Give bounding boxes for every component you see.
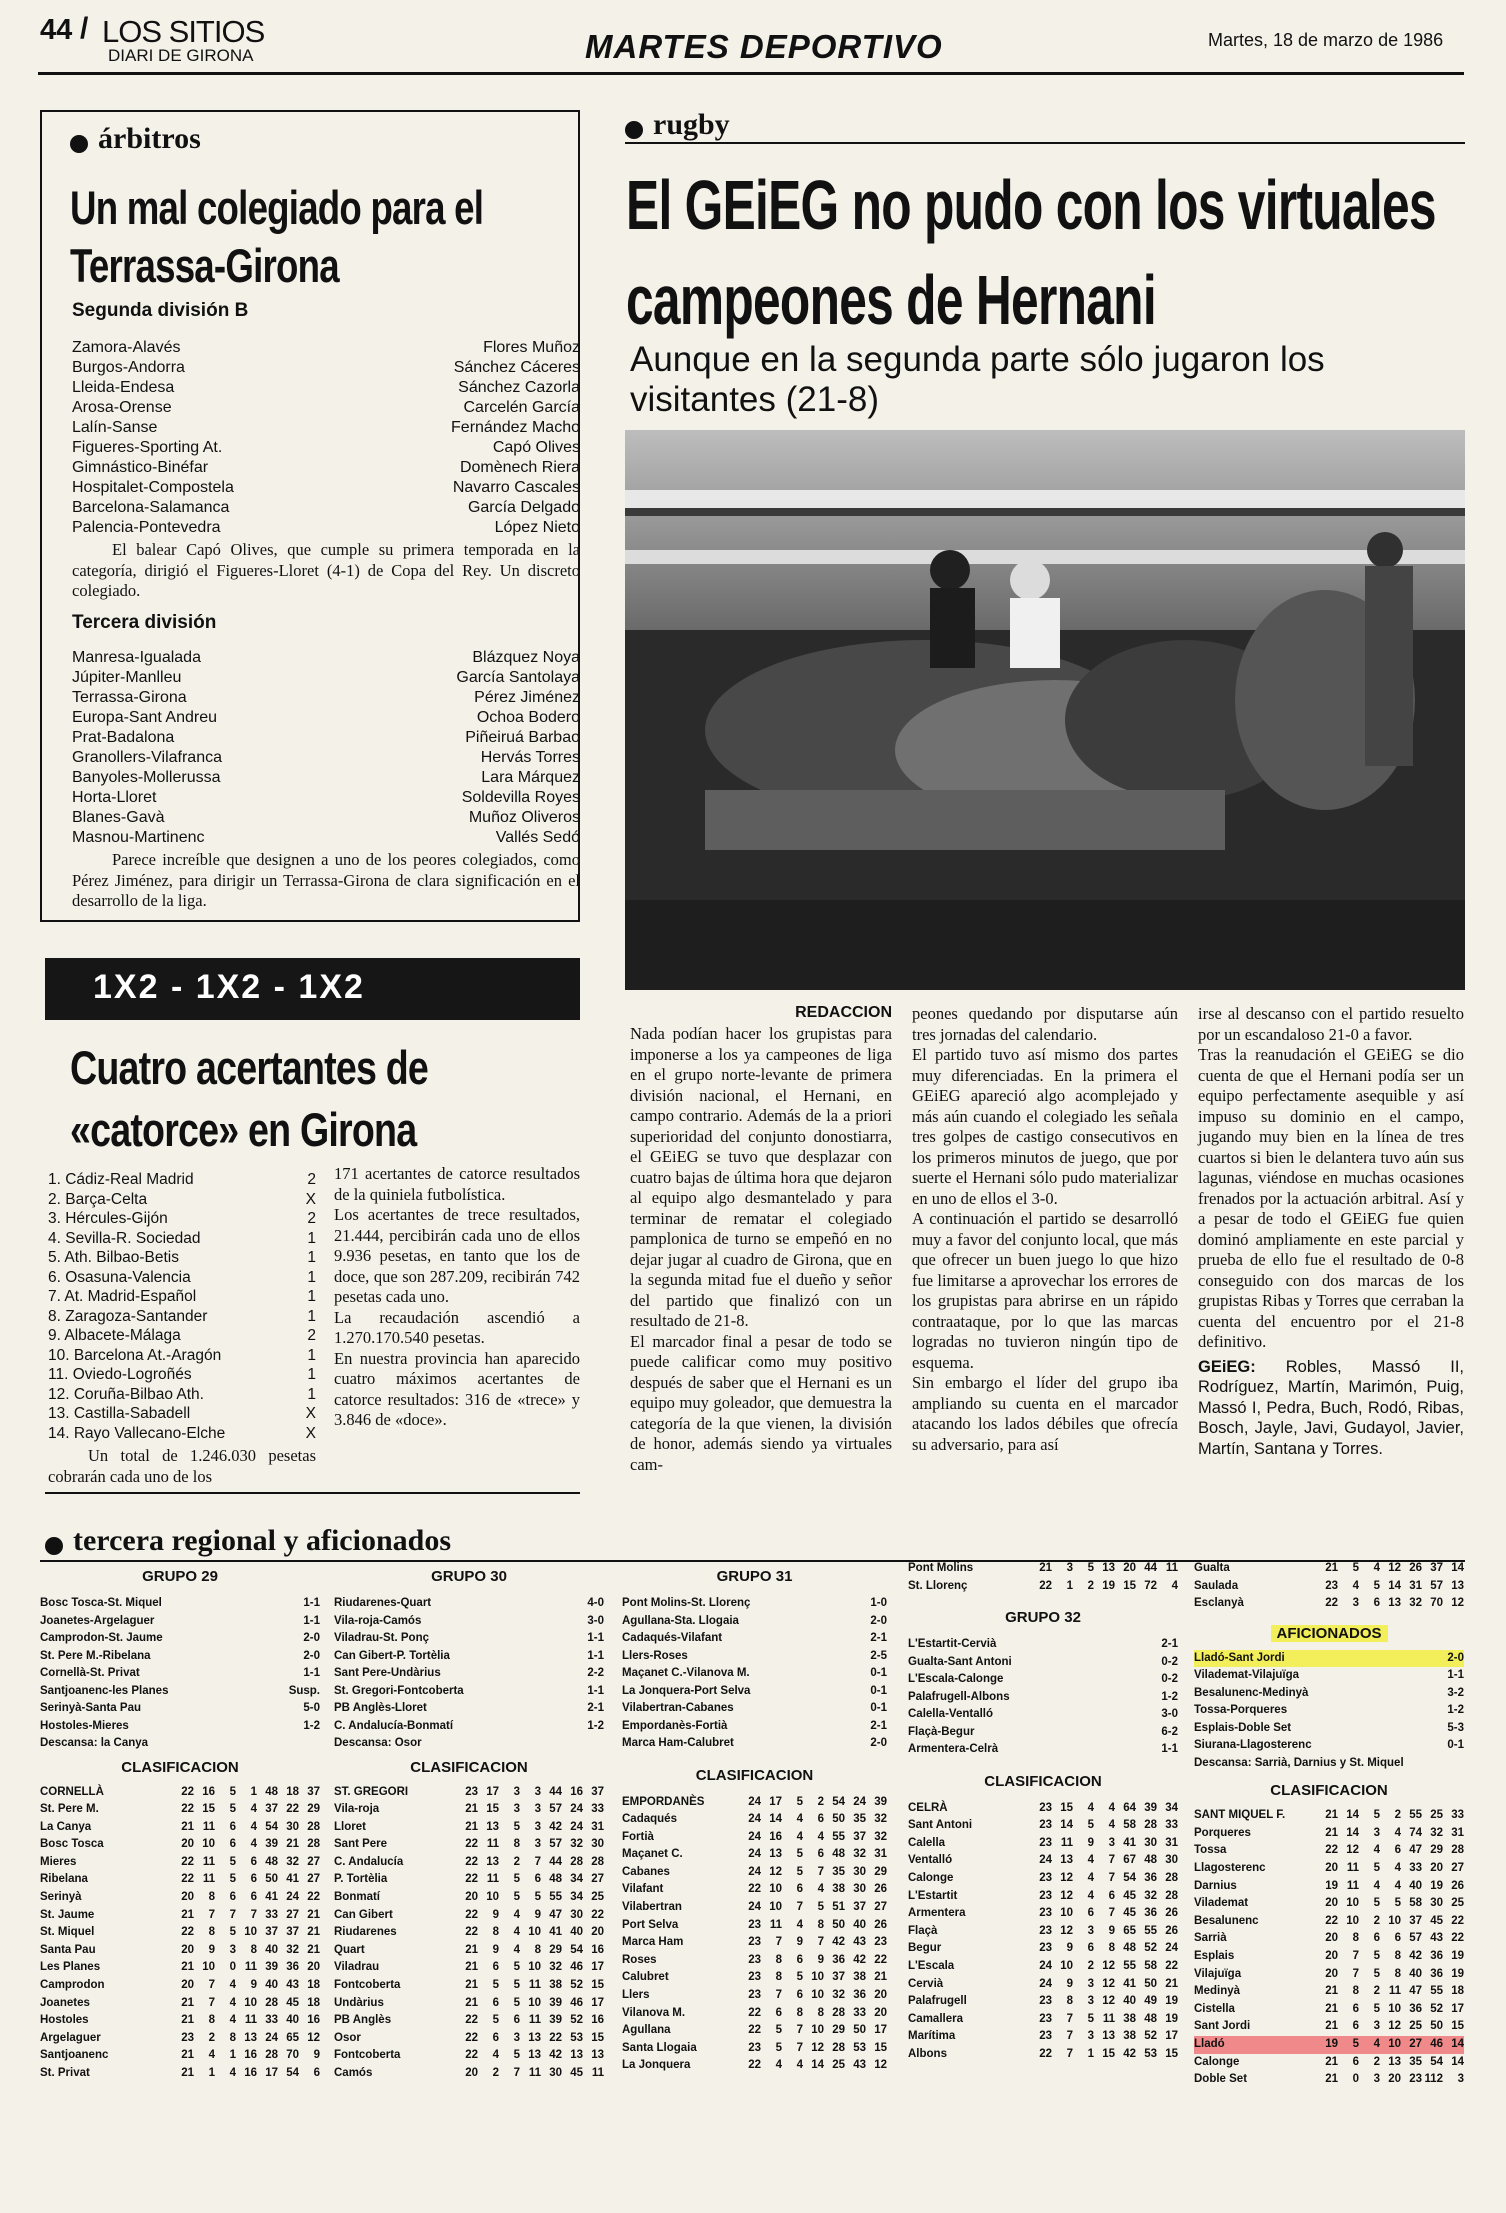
result-row: Can Gibert-P. Tortèlia 1-1 [334,1649,604,1662]
group-results [908,1636,1178,1759]
result-row: Viladrau-St. Ponç 1-1 [334,1632,604,1644]
table-row: Vilademat 20 10 5 5 58 30 25 [1194,1897,1464,1910]
rugby-column-1 [630,1004,892,1475]
rugby-lineup: GEiEG: Robles, Massó II, Rodríguez, Martín, Marimón, Puig, Massó I, Pedra, Buch, Rodó, Ribas, Bosch, Jayle, Javi, Gudayol, Javier, Martín, Santana y Torres. [1198,1357,1464,1458]
list-item: 13. Castilla-Sabadell X [48,1405,316,1422]
result-row: Sant Pere-Undàrius 2-2 [334,1667,604,1679]
list-item: Horta-Lloret Soldevilla Royes [72,789,580,806]
standings-table [334,1784,604,2083]
arbitros-paragraph-2: Parece increíble que designen a uno de los peores colegiados, como Pérez Jiménez, para dirigir un Terrassa-Girona de clara significación en el desarrollo de la liga. [72,850,580,910]
group-32-table-end [1194,1560,1464,1613]
rugby-kicker: rugby [625,108,730,142]
paper-name: LOS SITIOS [102,14,265,49]
quiniela-column-2: 171 acertantes de catorce resultados de la quiniela futbolística. Los acertantes de trece resultados, 21.444, percibirán cada uno de ellos 9.936 pesetas, en tanto que los de doce, que son 287.209, recibirán 742 pesetas cada uno. La recaudación ascendió a 1.270.170.540 pesetas. En nuestra provincia han aparecido cuatro máximos acertantes de catorce resultados: 316 de «trece» y 3.846 de «doce». [334,1164,580,1429]
table-row: Undàrius 21 6 5 10 39 46 17 [334,1996,604,2009]
table-row: Santa Llogaia 23 5 7 12 28 53 15 [622,2041,887,2054]
regional-kicker: tercera regional y aficionados [45,1524,451,1558]
table-row: Joanetes 21 7 4 10 28 45 18 [40,1996,320,2009]
table-row: Saulada 23 4 5 14 31 57 13 [1194,1579,1464,1592]
table-row: Cadaqués 24 14 4 6 50 35 32 [622,1813,887,1826]
quiniela-total: Un total de 1.246.030 pesetas cobrarán cada uno de los [48,1446,316,1486]
list-item: Palencia-Pontevedra López Nieto [72,519,580,536]
list-item: Lleida-Endesa Sánchez Cazorla [72,379,580,396]
list-item: 12. Coruña-Bilbao Ath. 1 [48,1385,316,1403]
table-row: Esplais 20 7 5 8 42 36 19 [1194,1950,1464,1963]
table-row: L'Estartit 23 12 4 6 45 32 28 [908,1889,1178,1902]
result-row: Agullana-Sta. Llogaia 2-0 [622,1614,887,1627]
group-results [334,1595,604,1753]
list-item: Masnou-Martinenc Vallés Sedó [72,829,580,846]
list-item: 2. Barça-Celta X [48,1190,316,1208]
list-item: Manresa-Igualada Blázquez Noya [72,649,580,666]
list-item: Lalín-Sanse Fernández Macho [72,419,580,436]
group-30 [334,1568,604,2083]
table-row: Lladó 19 5 4 10 27 46 14 [1194,2036,1464,2054]
group-32 [908,1560,1178,2064]
list-item: 1. Cádiz-Real Madrid 2 [48,1171,316,1188]
table-row: C. Andalucía 22 13 2 7 44 28 28 [334,1855,604,1868]
list-item: Hospitalet-Compostela Navarro Cascales [72,479,580,496]
table-row: Armentera 23 10 6 7 45 36 26 [908,1907,1178,1920]
referee-list-2 [72,648,580,848]
result-row: Esplais-Doble Set 5-3 [1194,1721,1464,1734]
result-row: Besalunenc-Medinyà 3-2 [1194,1686,1464,1699]
result-row: Pont Molins-St. Llorenç 1-0 [622,1597,887,1609]
standings-table [1194,1807,1464,2089]
aficionados-group [1194,1560,1464,2089]
list-item: 6. Osasuna-Valencia 1 [48,1268,316,1286]
result-row: St. Pere M.-Ribelana 2-0 [40,1649,320,1662]
quiniela-headline-1: Cuatro acertantes de [70,1041,429,1094]
table-row: CORNELLÀ 22 16 5 1 48 18 37 [40,1785,320,1798]
result-row: Lladó-Sant Jordi 2-0 [1194,1650,1464,1668]
list-item: Prat-Badalona Piñeiruá Barbao [72,729,580,746]
table-row: Esclanyà 22 3 6 13 32 70 12 [1194,1597,1464,1610]
standings-table [908,1800,1178,2064]
table-row: Camallera 23 7 5 11 38 48 19 [908,2012,1178,2025]
table-row: Vilanova M. 22 6 8 8 28 33 20 [622,2006,887,2019]
result-row: Vilabertran-Cabanes 0-1 [622,1702,887,1714]
table-row: Medinyà 21 8 2 11 47 55 18 [1194,1985,1464,1998]
table-row: Osor 22 6 3 13 22 53 15 [334,2031,604,2044]
table-row: Riudarenes 22 8 4 10 41 40 20 [334,1926,604,1939]
table-row: Cervià 24 9 3 12 41 50 21 [908,1977,1178,1990]
list-item: Barcelona-Salamanca García Delgado [72,499,580,516]
result-row: Serinyà-Santa Pau 5-0 [40,1702,320,1714]
table-row: Cabanes 24 12 5 7 35 30 29 [622,1865,887,1878]
table-row: La Jonquera 22 4 4 14 25 43 12 [622,2059,887,2072]
table-row: CELRÀ 23 15 4 4 64 39 34 [908,1801,1178,1814]
page-number: 44 [40,14,73,46]
standings-table [622,1794,887,2076]
list-item: Figueres-Sporting At. Capó Olives [72,439,580,456]
table-row: Darnius 19 11 4 4 40 19 26 [1194,1879,1464,1892]
list-item: Granollers-Vilafranca Hervás Torres [72,749,580,766]
result-row: PB Anglès-Lloret 2-1 [334,1702,604,1714]
referee-list-1 [72,338,580,538]
result-row: Bosc Tosca-St. Miquel 1-1 [40,1597,320,1609]
result-row: Vilademat-Vilajuïga 1-1 [1194,1669,1464,1682]
table-row: St. Pere M. 22 15 5 4 37 22 29 [40,1803,320,1816]
list-item: Arosa-Orense Carcelén García [72,399,580,416]
table-row: Serinyà 20 8 6 6 41 24 22 [40,1891,320,1904]
table-row: Marítima 23 7 3 13 38 52 17 [908,2030,1178,2043]
group-title: GRUPO 29 [142,1568,218,1585]
table-row: Vilajuïga 20 7 5 8 40 36 19 [1194,1967,1464,1980]
result-row: Descansa: Sarrià, Darnius y St. Miquel [1194,1756,1404,1769]
group-31 [622,1568,887,2075]
arbitros-headline-2: Terrassa-Girona [70,239,339,292]
result-row: Llers-Roses 2-5 [622,1649,887,1662]
arbitros-sub-1: Segunda división B [72,300,249,321]
result-row: Tossa-Porqueres 1-2 [1194,1704,1464,1717]
rugby-column-3-text: irse al descanso con el partido resuelto por un escandaloso 21-0 a favor. Tras la reanudación el GEiEG se dio cuenta de que el Hernani podía ser un equipo perfectamente asequible y así impuso su dominio en el campo, jugando muy bien en la línea de tres cuartos si bien le delantera tuvo aún sus lagunas, viéndose en muchas ocasiones frenados por la actuación arbitral. Así y a pesar de todo el GEiEG fue quien dominó ampliamente en este parcial y prueba de ello fue el resultado de 0-8 conseguido con dos marcas de los grupistas Ribas y Torres que cerraban la cuenta del encuentro por el 21-8 definitivo. [1198,1004,1464,1351]
result-row: Vila-roja-Camós 3-0 [334,1614,604,1627]
list-item: 9. Albacete-Málaga 2 [48,1327,316,1344]
table-row: Ventalló 24 13 4 7 67 48 30 [908,1854,1178,1867]
result-row: Empordanès-Fortià 2-1 [622,1719,887,1732]
result-row: Armentera-Celrà 1-1 [908,1743,1178,1756]
list-item: Banyoles-Mollerussa Lara Márquez [72,769,580,786]
classification-title: CLASIFICACION [410,1758,528,1776]
table-row: Cistella 21 6 5 10 36 52 17 [1194,2002,1464,2015]
table-row: Fontcoberta 21 5 5 11 38 52 15 [334,1979,604,1992]
list-item: 3. Hércules-Gijón 2 [48,1210,316,1227]
result-row: Flaçà-Begur 6-2 [908,1725,1178,1738]
table-row: Tossa 22 12 4 6 47 29 28 [1194,1844,1464,1857]
table-row: Llers 23 7 6 10 32 36 20 [622,1989,887,2002]
list-item: Burgos-Andorra Sánchez Cáceres [72,359,580,376]
table-row: Camós 20 2 7 11 30 45 11 [334,2067,604,2079]
table-row: St. Jaume 21 7 7 7 33 27 21 [40,1908,320,1921]
table-row: Vila-roja 21 15 3 3 57 24 33 [334,1803,604,1816]
table-row: Pont Molins 21 3 5 13 20 44 11 [908,1562,1178,1574]
group-title: GRUPO 30 [431,1568,507,1585]
result-row: Gualta-Sant Antoni 0-2 [908,1655,1178,1668]
rugby-byline: REDACCION [795,1004,892,1021]
paper-subtitle: DIARI DE GIRONA [108,46,254,65]
table-row: Santjoanenc 21 4 1 16 28 70 9 [40,2049,320,2062]
table-row: Bonmatí 20 10 5 5 55 34 25 [334,1891,604,1904]
result-row: Joanetes-Argelaguer 1-1 [40,1614,320,1627]
result-row: St. Gregori-Fontcoberta 1-1 [334,1684,604,1697]
result-row: Descansa: Osor [334,1737,422,1749]
rugby-headline-1: El GEiEG no pudo con los virtuales [626,166,1436,244]
classification-title: CLASIFICACION [121,1758,239,1776]
list-item: Júpiter-Manlleu García Santolaya [72,669,580,686]
table-row: Can Gibert 22 9 4 9 47 30 22 [334,1908,604,1921]
group-31-table-end [908,1560,1178,1595]
result-row: Hostoles-Mieres 1-2 [40,1719,320,1732]
table-row: St. Miquel 22 8 5 10 37 37 21 [40,1926,320,1939]
classification-title: CLASIFICACION [984,1772,1102,1790]
masthead-rule [38,72,1464,75]
page-date: Martes, 18 de marzo de 1986 [1208,30,1444,50]
rugby-column-2: peones quedando por disputarse aún tres jornadas del calendario. El partido tuvo así mismo dos partes muy diferenciadas. En la primera el GEiEG apareció algo acomplejado y más aún cuando el colegiado les señala tres golpes de castigo consecutivos en los primeros minutos de juego, que por suerte el Hernani sólo pudo materializar en uno de ellos el 3-0. A continuación el partido se desarrolló muy a favor del conjunto local, que más que ofrecer un buen juego lo que hizo fue limitarse a aprovechar los errores de los grupistas para abrirse en un rápido contraataque, por lo que las marcas logradas no tuvieron ningún tipo de esquema. Sin embargo el líder del grupo iba ampliando su cuenta en el marcador atacando los lados débiles que ofrecía su adversario, para así [912,1004,1178,1454]
result-row: Santjoanenc-les Planes Susp. [40,1684,320,1697]
list-item: Gimnástico-Binéfar Domènech Riera [72,459,580,476]
table-row: Gualta 21 5 4 12 26 37 14 [1194,1562,1464,1574]
group-results [1194,1650,1464,1773]
result-row: Riudarenes-Quart 4-0 [334,1597,604,1609]
rugby-top-rule [625,142,1465,144]
table-row: Les Planes 21 10 0 11 39 36 20 [40,1961,320,1974]
group-results [622,1595,887,1753]
result-row: Descansa: la Canya [40,1737,149,1749]
arbitros-paragraph-1: El balear Capó Olives, que cumple su primera temporada en la categoría, dirigió el Figueres-Lloret (4-1) de Copa del Rey. Un discreto colegiado. [72,540,580,600]
result-row: Siurana-Llagosterenc 0-1 [1194,1739,1464,1752]
list-item: Europa-Sant Andreu Ochoa Bodero [72,709,580,726]
table-row: Calonge 21 6 2 13 35 54 14 [1194,2055,1464,2068]
table-row: Bosc Tosca 20 10 6 4 39 21 28 [40,1838,320,1851]
table-row: Flaçà 23 12 3 9 65 55 26 [908,1924,1178,1937]
table-row: Fortià 24 16 4 4 55 37 32 [622,1830,887,1843]
table-row: Sant Jordi 21 6 3 12 25 50 15 [1194,2020,1464,2033]
arbitros-kicker: árbitros [70,122,201,156]
table-row: PB Anglès 22 5 6 11 39 52 16 [334,2014,604,2027]
table-row: Fontcoberta 22 4 5 13 42 13 13 [334,2049,604,2062]
table-row: SANT MIQUEL F. 21 14 5 2 55 25 33 [1194,1809,1464,1822]
list-item: 10. Barcelona At.-Aragón 1 [48,1346,316,1364]
quiniela-bottom-rule [45,1492,580,1494]
group-29 [40,1568,320,2083]
result-row: La Jonquera-Port Selva 0-1 [622,1684,887,1697]
table-row: Vilabertran 24 10 7 5 51 37 27 [622,1901,887,1914]
table-row: Sant Pere 22 11 8 3 57 32 30 [334,1838,604,1851]
result-row: Maçanet C.-Vilanova M. 0-1 [622,1667,887,1679]
rugby-column-1-text: Nada podían hacer los grupistas para imponerse a los ya campeones de liga en el grupo norte-levante de primera división nacional, el Hernani, en campo contrario. Además de la a priori superioridad del conjunto donostiarra, el GEiEG se tuvo que desplazar con cuatro bajas de última hora que dejaron al equipo algo desmantelado y para terminar de rematar el colegiado pamplonica de turno se empeñó en no dejar jugar al cuadro de Girona, que en la segunda mitad fue el dueño y señor del partido que finalizó con un resultado de 21-8. El marcador final a pesar de todo se puede calificar como muy positivo después de saber que el Hernani es un equipo muy goleador, que demuestra la categoría de la que vienen, la división de honor, además siendo ya virtuales cam- [630,1024,892,1474]
list-item: 14. Rayo Vallecano-Elche X [48,1424,316,1442]
table-row: Besalunenc 22 10 2 10 37 45 22 [1194,1914,1464,1927]
standings-table [40,1784,320,2083]
bullet-icon [70,135,88,153]
table-row: Vilafant 22 10 6 4 38 30 26 [622,1883,887,1896]
table-row: Santa Pau 20 9 3 8 40 32 21 [40,1943,320,1956]
table-row: Argelaguer 23 2 8 13 24 65 12 [40,2031,320,2044]
rugby-headline-2: campeones de Hernani [626,261,1156,339]
list-item: Terrassa-Girona Pérez Jiménez [72,689,580,706]
scrum-photo-image [625,430,1465,990]
table-row: Albons 22 7 1 15 42 53 15 [908,2048,1178,2060]
classification-title: CLASIFICACION [695,1766,814,1784]
result-row: Palafrugell-Albons 1-2 [908,1690,1178,1703]
quiniela-banner: 1X2 - 1X2 - 1X2 [45,958,580,1020]
result-row: C. Andalucía-Bonmatí 1-2 [334,1719,604,1732]
result-row: Marca Ham-Calubret 2-0 [622,1737,887,1749]
masthead-slash: / [80,12,89,45]
list-item: 11. Oviedo-Logroñés 1 [48,1366,316,1383]
quiniela-headline-2: «catorce» en Girona [70,1103,417,1156]
table-row: Llagosterenc 20 11 5 4 33 20 27 [1194,1862,1464,1875]
list-item: 7. At. Madrid-Español 1 [48,1288,316,1305]
result-row: Cornellà-St. Privat 1-1 [40,1667,320,1679]
list-item: Blanes-Gavà Muñoz Oliveros [72,809,580,826]
table-row: St. Privat 21 1 4 16 17 54 6 [40,2067,320,2079]
table-row: Porqueres 21 14 3 4 74 32 31 [1194,1826,1464,1839]
table-row: Calubret 23 8 5 10 37 38 21 [622,1971,887,1984]
rugby-column-3 [1198,1004,1464,1459]
result-row: L'Escala-Calonge 0-2 [908,1673,1178,1686]
table-row: ST. GREGORI 23 17 3 3 44 16 37 [334,1785,604,1798]
rugby-subhead: Aunque en la segunda parte sólo jugaron los visitantes (21-8) [630,340,1325,419]
list-item: 4. Sevilla-R. Sociedad 1 [48,1229,316,1247]
table-row: Lloret 21 13 5 3 42 24 31 [334,1820,604,1833]
table-row: La Canya 21 11 6 4 54 30 28 [40,1820,320,1833]
table-row: Sarrià 20 8 6 6 57 43 22 [1194,1932,1464,1945]
list-item: 8. Zaragoza-Santander 1 [48,1307,316,1325]
table-row: P. Tortèlia 22 11 5 6 48 34 27 [334,1873,604,1886]
table-row: Calella 23 11 9 3 41 30 31 [908,1836,1178,1849]
table-row: Quart 21 9 4 8 29 54 16 [334,1943,604,1956]
list-item: Zamora-Alavés Flores Muñoz [72,339,580,356]
classification-title: CLASIFICACION [1270,1782,1388,1800]
table-row: Agullana 22 5 7 10 29 50 17 [622,2024,887,2037]
arbitros-sub-2: Tercera división [72,612,217,633]
table-row: Calonge 23 12 4 7 54 36 28 [908,1872,1178,1885]
group-results [40,1595,320,1753]
table-row: Maçanet C. 24 13 5 6 48 32 31 [622,1848,887,1861]
section-title: MARTES DEPORTIVO [585,28,943,65]
bullet-icon [625,121,643,139]
list-item: 5. Ath. Bilbao-Betis 1 [48,1249,316,1266]
group-title: GRUPO 32 [1005,1609,1081,1627]
table-row: Sant Antoni 23 14 5 4 58 28 33 [908,1819,1178,1832]
table-row: EMPORDANÈS 24 17 5 2 54 24 39 [622,1795,887,1808]
result-row: Cadaqués-Vilafant 2-1 [622,1632,887,1644]
table-row: Port Selva 23 11 4 8 50 40 26 [622,1918,887,1931]
table-row: Roses 23 8 6 9 36 42 22 [622,1953,887,1966]
result-row: Camprodon-St. Jaume 2-0 [40,1632,320,1644]
arbitros-headline-1: Un mal colegiado para el [70,181,484,234]
table-row: Viladrau 21 6 5 10 32 46 17 [334,1961,604,1974]
table-row: Begur 23 9 6 8 48 52 24 [908,1942,1178,1955]
table-row: Palafrugell 23 8 3 12 40 49 19 [908,1995,1178,2008]
bullet-icon [45,1537,63,1555]
table-row: Doble Set 21 0 3 20 23 112 3 [1194,2073,1464,2086]
quiniela-results [48,1170,316,1443]
table-row: L'Escala 24 10 2 12 55 58 22 [908,1960,1178,1973]
result-row: Calella-Ventalló 3-0 [908,1708,1178,1721]
table-row: Marca Ham 23 7 9 7 42 43 23 [622,1936,887,1949]
table-row: Hostoles 21 8 4 11 33 40 16 [40,2014,320,2027]
table-row: Ribelana 22 11 5 6 50 41 27 [40,1873,320,1886]
table-row: Camprodon 20 7 4 9 40 43 18 [40,1979,320,1992]
group-title: GRUPO 31 [716,1568,793,1585]
rugby-scrum-photo [625,430,1465,990]
table-row: Mieres 22 11 5 6 48 32 27 [40,1855,320,1868]
table-row: St. Llorenç 22 1 2 19 15 72 4 [908,1579,1178,1592]
result-row: L'Estartit-Cervià 2-1 [908,1638,1178,1651]
aficionados-title: AFICIONADOS [1194,1625,1464,1642]
